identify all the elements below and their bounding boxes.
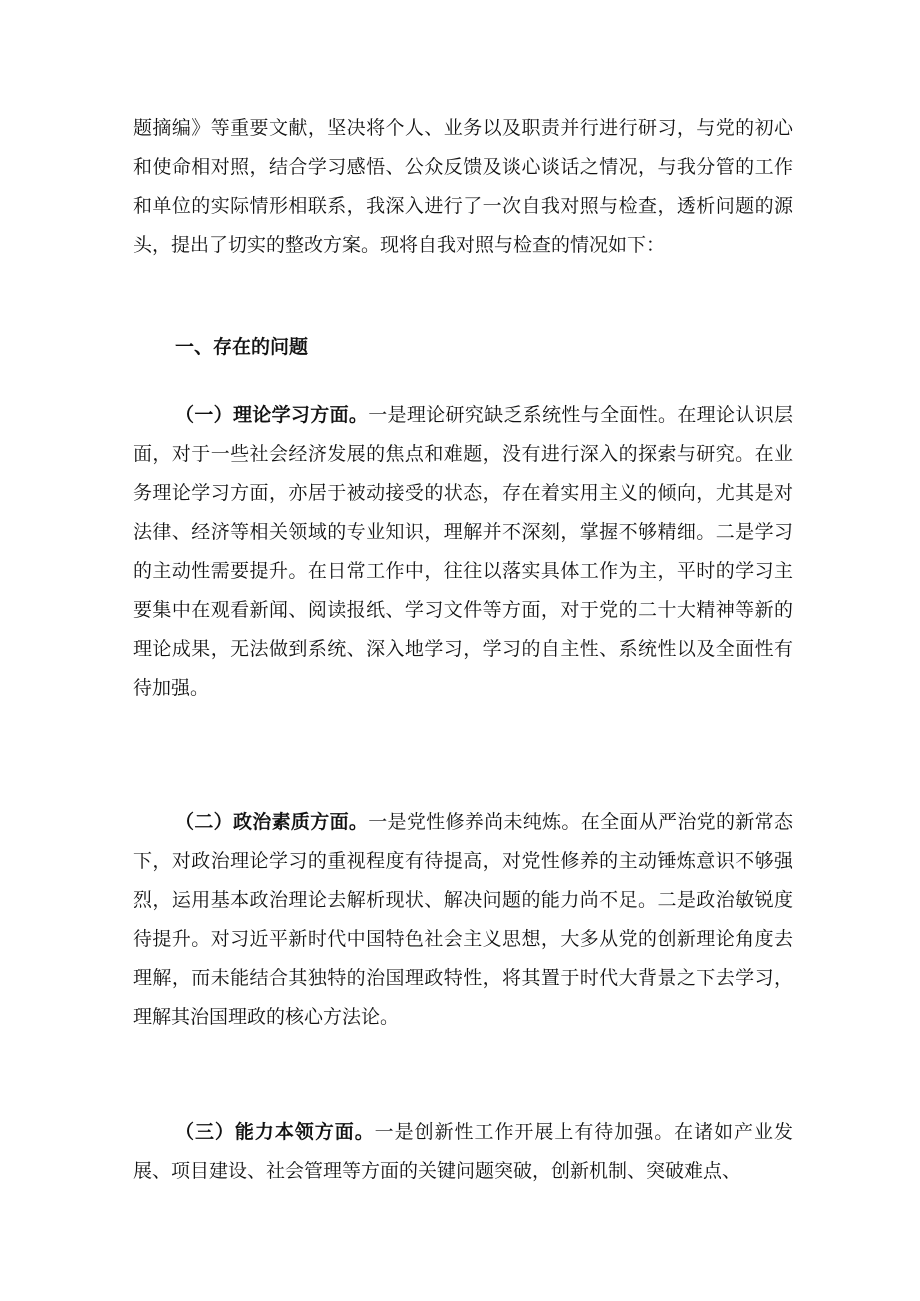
item-lead: （三）能力本领方面。 — [175, 1121, 375, 1143]
item-body: 一是党性修养尚未纯炼。在全面从严治党的新常态下，对政治理论学习的重视程度有待提高，对党性修养的主动锤炼意识不够强烈，运用基本政治理论去解析现状、解决问题的能力尚不足。二是政治敏锐度待提升。对习近平新时代中国特色社会主义思想，大多从党的创新理论角度去理解，而未能结合其独特的治国理政特性，将其置于时代大背景之下去学习，理解其治国理政的核心方法论。 — [133, 811, 793, 1028]
item-ability — [133, 1113, 793, 1191]
item-lead: （二）政治素质方面。 — [175, 811, 369, 833]
item-theory-study — [133, 396, 793, 708]
intro-paragraph: 题摘编》等重要文献，坚决将个人、业务以及职责并行进行研习，与党的初心和使命相对照，结合学习感悟、公众反馈及谈心谈话之情况，与我分管的工作和单位的实际情形相联系，我深入进行了一次自我对照与检查，透析问题的源头，提出了切实的整改方案。现将自我对照与检查的情况如下： — [133, 117, 793, 256]
item-body: 一是创新性工作开展上有待加强。在诸如产业发展、项目建设、社会管理等方面的关键问题突破，创新机制、突破难点、 — [133, 1121, 793, 1182]
section-heading: 一、存在的问题 — [175, 336, 309, 358]
item-political-quality — [133, 803, 793, 1037]
item-lead: （一）理论学习方面。 — [175, 404, 369, 426]
item-body: 一是理论研究缺乏系统性与全面性。在理论认识层面，对于一些社会经济发展的焦点和难题，没有进行深入的探索与研究。在业务理论学习方面，亦居于被动接受的状态，存在着实用主义的倾向，尤其是对法律、经济等相关领域的专业知识，理解并不深刻，掌握不够精细。二是学习的主动性需要提升。在日常工作中，往往以落实具体工作为主，平时的学习主要集中在观看新闻、阅读报纸、学习文件等方面，对于党的二十大精神等新的理论成果，无法做到系统、深入地学习，学习的自主性、系统性以及全面性有待加强。 — [133, 404, 793, 699]
